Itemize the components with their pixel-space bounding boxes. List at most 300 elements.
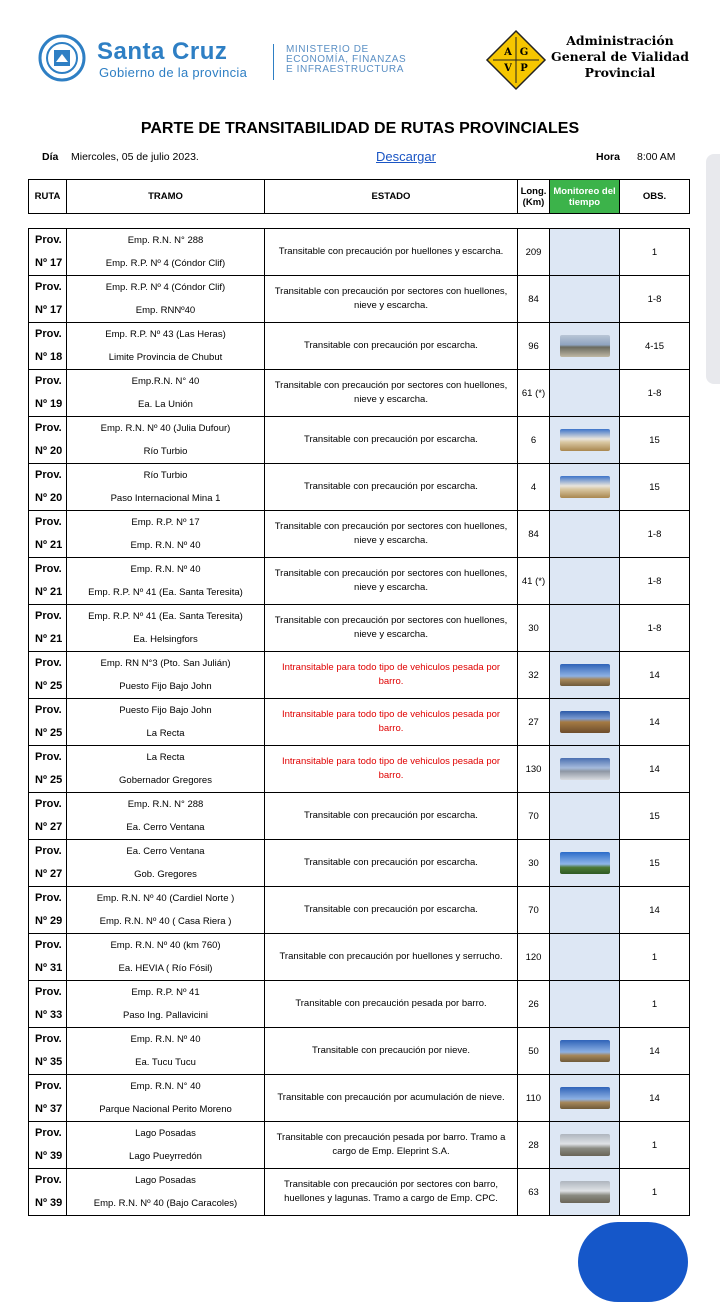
tramo-to: Emp. R.P. Nº 4 (Cóndor Clif) [105, 258, 226, 269]
estado-cell [265, 1028, 518, 1075]
table-row [29, 652, 690, 699]
tramo-to: Emp. R.N. Nº 40 ( Casa Riera ) [99, 916, 232, 927]
route-cell [29, 511, 67, 558]
long-cell: 6 [518, 417, 550, 464]
santa-cruz-emblem-icon [38, 34, 86, 82]
page-title: PARTE DE TRANSITABILIDAD DE RUTAS PROVINCIALES [140, 120, 580, 137]
agvp-name-line: General de Vialidad [551, 49, 689, 64]
long-cell: 30 [518, 840, 550, 887]
table-row [29, 981, 690, 1028]
tramo-cell [67, 1028, 265, 1075]
long-cell: 50 [518, 1028, 550, 1075]
tramo-from: Río Turbio [143, 470, 188, 481]
tramo-from: Emp. R.N. Nº 40 [130, 1034, 201, 1045]
route-prefix: Prov. [35, 1127, 62, 1139]
route-number: Nº 25 [35, 727, 63, 739]
long-cell: 110 [518, 1075, 550, 1122]
tramo-to: Limite Provincia de Chubut [108, 352, 223, 363]
long-cell: 4 [518, 464, 550, 511]
day-label: Día [42, 151, 59, 163]
table-row [29, 746, 690, 793]
weather-camera-thumbnail[interactable] [560, 335, 610, 357]
long-cell: 26 [518, 981, 550, 1028]
monitoreo-cell [550, 652, 620, 699]
agvp-letter-p: P [520, 63, 528, 74]
estado-text: Intransitable para todo tipo de vehiculos pesada por barro. [281, 662, 501, 687]
monitoreo-cell [550, 464, 620, 511]
tramo-from: Emp. R.N. Nº 40 (km 760) [110, 940, 221, 951]
route-number: Nº 21 [35, 539, 63, 551]
route-prefix: Prov. [35, 845, 62, 857]
estado-text: Transitable con precaución pesada por barro. Tramo a cargo de Emp. Eleprint S.A. [276, 1132, 506, 1157]
estado-cell [265, 417, 518, 464]
route-cell [29, 1075, 67, 1122]
estado-cell [265, 746, 518, 793]
long-cell: 70 [518, 887, 550, 934]
route-cell [29, 323, 67, 370]
ministry-line: E INFRAESTRUCTURA [286, 64, 404, 75]
monitoreo-cell [550, 840, 620, 887]
route-number: Nº 25 [35, 774, 63, 786]
tramo-to: Paso Ing. Pallavicini [122, 1010, 209, 1021]
monitoreo-cell [550, 981, 620, 1028]
tramo-cell [67, 605, 265, 652]
monitoreo-cell [550, 746, 620, 793]
route-number: Nº 29 [35, 915, 63, 927]
tramo-to: Gob. Gregores [134, 869, 197, 880]
route-prefix: Prov. [35, 1174, 62, 1186]
route-cell [29, 840, 67, 887]
route-prefix: Prov. [35, 281, 62, 293]
tramo-from: Emp. R.P. Nº 41 [131, 987, 200, 998]
estado-text: Transitable con precaución por acumulación de nieve. [277, 1092, 505, 1103]
table-row [29, 840, 690, 887]
estado-text: Transitable con precaución por escarcha. [304, 857, 478, 868]
estado-cell [265, 699, 518, 746]
header-long-line1: Long. [520, 185, 547, 197]
tramo-cell [67, 276, 265, 323]
weather-camera-thumbnail[interactable] [560, 1040, 610, 1062]
obs-cell: 4-15 [620, 323, 690, 370]
header-monitoreo-line1: Monitoreo del [553, 185, 616, 197]
tramo-cell [67, 981, 265, 1028]
estado-cell [265, 1169, 518, 1216]
tramo-cell [67, 934, 265, 981]
route-prefix: Prov. [35, 469, 62, 481]
route-prefix: Prov. [35, 234, 62, 246]
weather-camera-thumbnail[interactable] [560, 1134, 610, 1156]
obs-cell: 14 [620, 746, 690, 793]
monitoreo-cell [550, 699, 620, 746]
header-tramo: TRAMO [67, 180, 265, 214]
hour-value: 8:00 AM [637, 151, 676, 163]
tramo-cell [67, 229, 265, 276]
long-cell: 28 [518, 1122, 550, 1169]
route-prefix: Prov. [35, 798, 62, 810]
obs-cell: 14 [620, 887, 690, 934]
table-row [29, 1122, 690, 1169]
estado-cell [265, 981, 518, 1028]
obs-cell: 1-8 [620, 511, 690, 558]
route-cell [29, 1169, 67, 1216]
route-cell [29, 558, 67, 605]
province-title: Santa Cruz [97, 38, 228, 65]
weather-camera-thumbnail[interactable] [560, 664, 610, 686]
route-cell [29, 934, 67, 981]
header-divider [273, 44, 274, 80]
ministry-name [286, 45, 406, 75]
tramo-to: Emp. R.N. Nº 40 (Bajo Caracoles) [93, 1198, 238, 1209]
route-number: Nº 27 [35, 868, 63, 880]
weather-camera-thumbnail[interactable] [560, 1181, 610, 1203]
estado-text: Transitable con precaución por sectores con huellones, nieve y escarcha. [274, 615, 508, 640]
estado-cell [265, 464, 518, 511]
obs-cell: 14 [620, 699, 690, 746]
agvp-logo-icon [485, 29, 547, 91]
monitoreo-cell [550, 887, 620, 934]
header-monitoreo-line2: tiempo [568, 196, 601, 208]
long-cell: 63 [518, 1169, 550, 1216]
obs-cell: 1 [620, 1169, 690, 1216]
route-number: Nº 33 [35, 1009, 63, 1021]
route-prefix: Prov. [35, 939, 62, 951]
route-cell [29, 464, 67, 511]
weather-camera-thumbnail[interactable] [560, 1087, 610, 1109]
tramo-from: Puesto Fijo Bajo John [119, 705, 212, 716]
obs-cell: 14 [620, 652, 690, 699]
monitoreo-cell [550, 793, 620, 840]
obs-cell: 1-8 [620, 276, 690, 323]
estado-text: Transitable con precaución por escarcha. [304, 481, 478, 492]
header-obs: OBS. [620, 180, 690, 214]
route-prefix: Prov. [35, 892, 62, 904]
estado-text: Transitable con precaución por escarcha. [304, 904, 478, 915]
monitoreo-cell [550, 276, 620, 323]
table-row [29, 1075, 690, 1122]
route-number: Nº 21 [35, 586, 63, 598]
table-row [29, 887, 690, 934]
estado-text: Intransitable para todo tipo de vehiculos pesada por barro. [281, 709, 501, 734]
estado-cell [265, 793, 518, 840]
route-cell [29, 417, 67, 464]
tramo-to: Río Turbio [143, 446, 188, 457]
tramo-cell [67, 511, 265, 558]
estado-cell [265, 323, 518, 370]
route-cell [29, 1028, 67, 1075]
estado-cell [265, 934, 518, 981]
tramo-from: Emp. R.P. Nº 41 (Ea. Santa Teresita) [88, 611, 243, 622]
long-cell: 27 [518, 699, 550, 746]
tramo-cell [67, 887, 265, 934]
tramo-from: Emp. R.N. Nº 40 (Julia Dufour) [100, 423, 231, 434]
route-number: Nº 27 [35, 821, 63, 833]
tramo-from: Lago Posadas [135, 1175, 196, 1186]
table-row [29, 1028, 690, 1075]
tramo-cell [67, 840, 265, 887]
obs-cell: 1 [620, 229, 690, 276]
tramo-from: Emp. R.N. Nº 40 [130, 564, 201, 575]
tramo-from: Emp.R.N. N° 40 [131, 376, 200, 387]
estado-cell [265, 652, 518, 699]
route-number: Nº 31 [35, 962, 63, 974]
estado-cell [265, 1075, 518, 1122]
tramo-cell [67, 370, 265, 417]
route-number: Nº 35 [35, 1056, 63, 1068]
obs-cell: 14 [620, 1075, 690, 1122]
routes-table [28, 228, 690, 1216]
tramo-to: Emp. R.P. Nº 41 (Ea. Santa Teresita) [88, 587, 243, 598]
route-prefix: Prov. [35, 610, 62, 622]
route-cell [29, 1122, 67, 1169]
tramo-to: Ea. HEVIA ( Río Fósil) [118, 963, 213, 974]
tramo-to: Puesto Fijo Bajo John [119, 681, 212, 692]
route-number: Nº 39 [35, 1197, 63, 1209]
table-row [29, 276, 690, 323]
route-prefix: Prov. [35, 1080, 62, 1092]
agvp-letter-a: A [504, 47, 512, 58]
route-number: Nº 20 [35, 492, 63, 504]
table-row [29, 605, 690, 652]
tramo-to: Emp. RNNº40 [135, 305, 196, 316]
route-cell [29, 605, 67, 652]
route-prefix: Prov. [35, 751, 62, 763]
estado-text: Transitable con precaución por sectores con huellones, nieve y escarcha. [274, 380, 508, 405]
tramo-to: Ea. Helsingfors [133, 634, 198, 645]
estado-cell [265, 511, 518, 558]
obs-cell: 15 [620, 793, 690, 840]
tramo-to: Parque Nacional Perito Moreno [99, 1104, 232, 1115]
tramo-to: Ea. La Unión [138, 399, 193, 410]
estado-text: Transitable con precaución por nieve. [311, 1045, 471, 1056]
monitoreo-cell [550, 558, 620, 605]
monitoreo-cell [550, 417, 620, 464]
header-ruta: RUTA [29, 180, 67, 214]
route-cell [29, 276, 67, 323]
table-row [29, 1169, 690, 1216]
estado-text: Transitable con precaución por sectores con huellones, nieve y escarcha. [274, 286, 508, 311]
obs-cell: 1 [620, 1122, 690, 1169]
province-subtitle: Gobierno de la provincia [99, 65, 248, 80]
route-cell [29, 746, 67, 793]
estado-text: Transitable con precaución por escarcha. [304, 340, 478, 351]
tramo-cell [67, 1169, 265, 1216]
route-cell [29, 652, 67, 699]
long-cell: 84 [518, 511, 550, 558]
tramo-cell [67, 1122, 265, 1169]
tramo-cell [67, 699, 265, 746]
estado-text: Transitable con precaución por sectores con huellones, nieve y escarcha. [274, 521, 508, 546]
tramo-to: La Recta [146, 728, 185, 739]
table-row [29, 934, 690, 981]
tramo-from: Emp. R.N. Nº 40 (Cardiel Norte ) [96, 893, 235, 904]
monitoreo-cell [550, 934, 620, 981]
ministry-line: ECONOMÍA, FINANZAS [286, 54, 407, 65]
header-estado: ESTADO [265, 180, 518, 214]
estado-text: Transitable con precaución por escarcha. [304, 810, 478, 821]
table-row [29, 464, 690, 511]
obs-cell: 1 [620, 981, 690, 1028]
route-prefix: Prov. [35, 657, 62, 669]
tramo-to: Ea. Tucu Tucu [135, 1057, 196, 1068]
estado-text: Transitable con precaución pesada por barro. [295, 998, 487, 1009]
route-prefix: Prov. [35, 375, 62, 387]
weather-camera-thumbnail[interactable] [560, 429, 610, 451]
monitoreo-cell [550, 370, 620, 417]
tramo-to: Lago Pueyrredón [129, 1151, 202, 1162]
tramo-cell [67, 1075, 265, 1122]
long-cell: 84 [518, 276, 550, 323]
obs-cell: 1-8 [620, 605, 690, 652]
route-number: Nº 17 [35, 257, 63, 269]
tramo-cell [67, 746, 265, 793]
estado-text: Transitable con precaución por sectores con huellones, nieve y escarcha. [274, 568, 508, 593]
obs-cell: 1 [620, 934, 690, 981]
route-prefix: Prov. [35, 328, 62, 340]
long-cell: 30 [518, 605, 550, 652]
monitoreo-cell [550, 1075, 620, 1122]
route-cell [29, 887, 67, 934]
route-number: Nº 19 [35, 398, 63, 410]
estado-cell [265, 840, 518, 887]
header-long [518, 180, 550, 214]
tramo-to: Gobernador Gregores [119, 775, 212, 786]
tramo-cell [67, 793, 265, 840]
monitoreo-cell [550, 1169, 620, 1216]
estado-text: Transitable con precaución por huellones y serrucho. [279, 951, 503, 962]
tramo-from: Ea. Cerro Ventana [126, 846, 205, 857]
monitoreo-cell [550, 323, 620, 370]
long-cell: 96 [518, 323, 550, 370]
ministry-line: MINISTERIO DE [286, 44, 369, 55]
route-number: Nº 25 [35, 680, 63, 692]
weather-camera-thumbnail[interactable] [560, 711, 610, 733]
obs-cell: 1-8 [620, 558, 690, 605]
route-cell [29, 370, 67, 417]
route-number: Nº 39 [35, 1150, 63, 1162]
header-long-line2: (Km) [522, 196, 545, 208]
route-prefix: Prov. [35, 1033, 62, 1045]
tramo-to: Ea. Cerro Ventana [126, 822, 205, 833]
tramo-cell [67, 323, 265, 370]
estado-cell [265, 370, 518, 417]
table-row [29, 699, 690, 746]
weather-camera-thumbnail[interactable] [560, 852, 610, 874]
column-header-table [28, 179, 690, 214]
route-number: Nº 21 [35, 633, 63, 645]
long-cell: 130 [518, 746, 550, 793]
estado-cell [265, 558, 518, 605]
estado-cell [265, 1122, 518, 1169]
estado-cell [265, 887, 518, 934]
weather-camera-thumbnail[interactable] [560, 476, 610, 498]
long-cell: 209 [518, 229, 550, 276]
estado-cell [265, 605, 518, 652]
monitoreo-cell [550, 605, 620, 652]
tramo-cell [67, 652, 265, 699]
tramo-from: Lago Posadas [135, 1128, 196, 1139]
table-row [29, 511, 690, 558]
obs-cell: 15 [620, 417, 690, 464]
obs-cell: 15 [620, 840, 690, 887]
header-monitoreo [550, 180, 620, 214]
tramo-from: Emp. R.N. N° 288 [127, 799, 204, 810]
route-cell [29, 981, 67, 1028]
estado-cell [265, 276, 518, 323]
estado-text: Intransitable para todo tipo de vehiculos pesada por barro. [281, 756, 501, 781]
monitoreo-cell [550, 1122, 620, 1169]
tramo-cell [67, 558, 265, 605]
tramo-from: Emp. R.N. N° 40 [130, 1081, 201, 1092]
tramo-from: Emp. R.N. N° 288 [127, 235, 204, 246]
tramo-from: Emp. R.P. Nº 43 (Las Heras) [105, 329, 226, 340]
tramo-cell [67, 464, 265, 511]
table-row [29, 558, 690, 605]
obs-cell: 15 [620, 464, 690, 511]
long-cell: 61 (*) [518, 370, 550, 417]
monitoreo-cell [550, 1028, 620, 1075]
table-row [29, 323, 690, 370]
agvp-name-line: Provincial [584, 65, 656, 80]
floating-action-button[interactable] [578, 1222, 688, 1302]
monitoreo-cell [550, 511, 620, 558]
hour-label: Hora [596, 151, 620, 163]
report-header [0, 0, 720, 110]
monitoreo-cell [550, 229, 620, 276]
obs-cell: 14 [620, 1028, 690, 1075]
estado-cell [265, 229, 518, 276]
route-prefix: Prov. [35, 563, 62, 575]
route-prefix: Prov. [35, 986, 62, 998]
agvp-letter-g: G [519, 47, 529, 58]
agvp-letter-v: V [504, 63, 512, 74]
table-row [29, 793, 690, 840]
download-link[interactable]: Descargar [376, 149, 436, 164]
table-row [29, 370, 690, 417]
long-cell: 41 (*) [518, 558, 550, 605]
agvp-name-line: Administración [566, 33, 674, 48]
obs-cell: 1-8 [620, 370, 690, 417]
route-cell [29, 229, 67, 276]
long-cell: 32 [518, 652, 550, 699]
route-prefix: Prov. [35, 516, 62, 528]
tramo-from: Emp. R.P. Nº 17 [131, 517, 200, 528]
route-cell [29, 699, 67, 746]
route-number: Nº 17 [35, 304, 63, 316]
scrollbar[interactable] [706, 154, 720, 384]
tramo-from: La Recta [146, 752, 185, 763]
day-value: Miercoles, 05 de julio 2023. [71, 151, 199, 163]
long-cell: 70 [518, 793, 550, 840]
agvp-name [548, 33, 692, 81]
table-row [29, 417, 690, 464]
route-prefix: Prov. [35, 422, 62, 434]
estado-text: Transitable con precaución por huellones y escarcha. [278, 246, 504, 257]
table-row [29, 229, 690, 276]
tramo-from: Emp. R.P. Nº 4 (Cóndor Clif) [105, 282, 226, 293]
tramo-from: Emp. RN N°3 (Pto. San Julián) [100, 658, 231, 669]
tramo-to: Paso Internacional Mina 1 [110, 493, 221, 504]
weather-camera-thumbnail[interactable] [560, 758, 610, 780]
estado-text: Transitable con precaución por escarcha. [304, 434, 478, 445]
estado-text: Transitable con precaución por sectores con barro, huellones y lagunas. Tramo a cargo de Emp. CPC. [283, 1179, 499, 1204]
tramo-to: Emp. R.N. Nº 40 [130, 540, 201, 551]
route-number: Nº 18 [35, 351, 63, 363]
route-prefix: Prov. [35, 704, 62, 716]
long-cell: 120 [518, 934, 550, 981]
route-cell [29, 793, 67, 840]
route-number: Nº 37 [35, 1103, 63, 1115]
route-number: Nº 20 [35, 445, 63, 457]
